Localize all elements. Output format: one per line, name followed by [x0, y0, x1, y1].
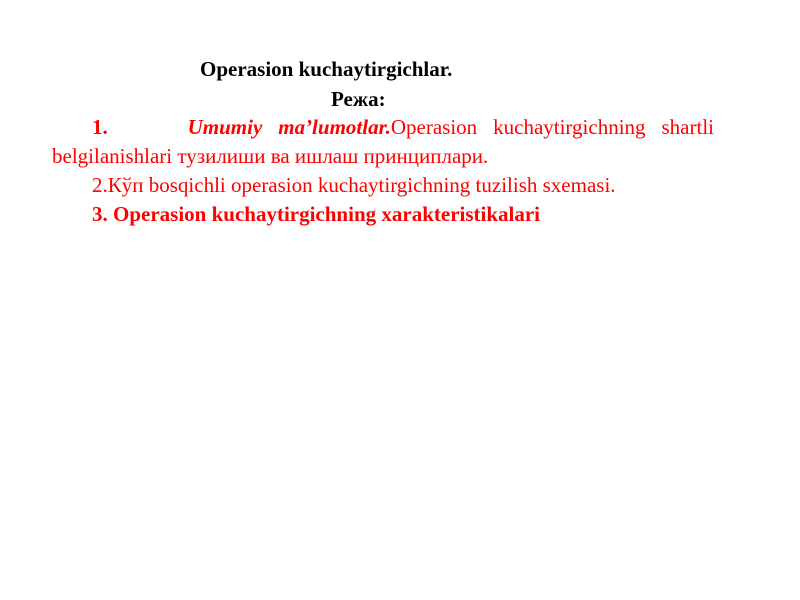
plan-item-1-number: 1. — [92, 115, 108, 139]
document-title: Operasion kuchaytirgichlar. — [200, 57, 453, 81]
plan-item-2 — [52, 171, 714, 200]
plan-list — [52, 113, 714, 229]
plan-item-2-text: 2.Кўп bosqichli operasion kuchaytirgichning tuzilish sxemasi. — [92, 173, 616, 197]
plan-item-3 — [52, 200, 714, 229]
plan-item-1-heading: Umumiy ma’lumotlar. — [187, 115, 391, 139]
plan-item-3-text: 3. Operasion kuchaytirgichning xarakteristikalari — [92, 202, 541, 226]
plan-item-1 — [52, 113, 714, 171]
plan-heading: Режа: — [331, 87, 386, 111]
plan-item-1-text: Operasion kuchaytirgichning shartli belgilanishlari тузилиши ва ишлаш принциплари. — [52, 115, 714, 168]
